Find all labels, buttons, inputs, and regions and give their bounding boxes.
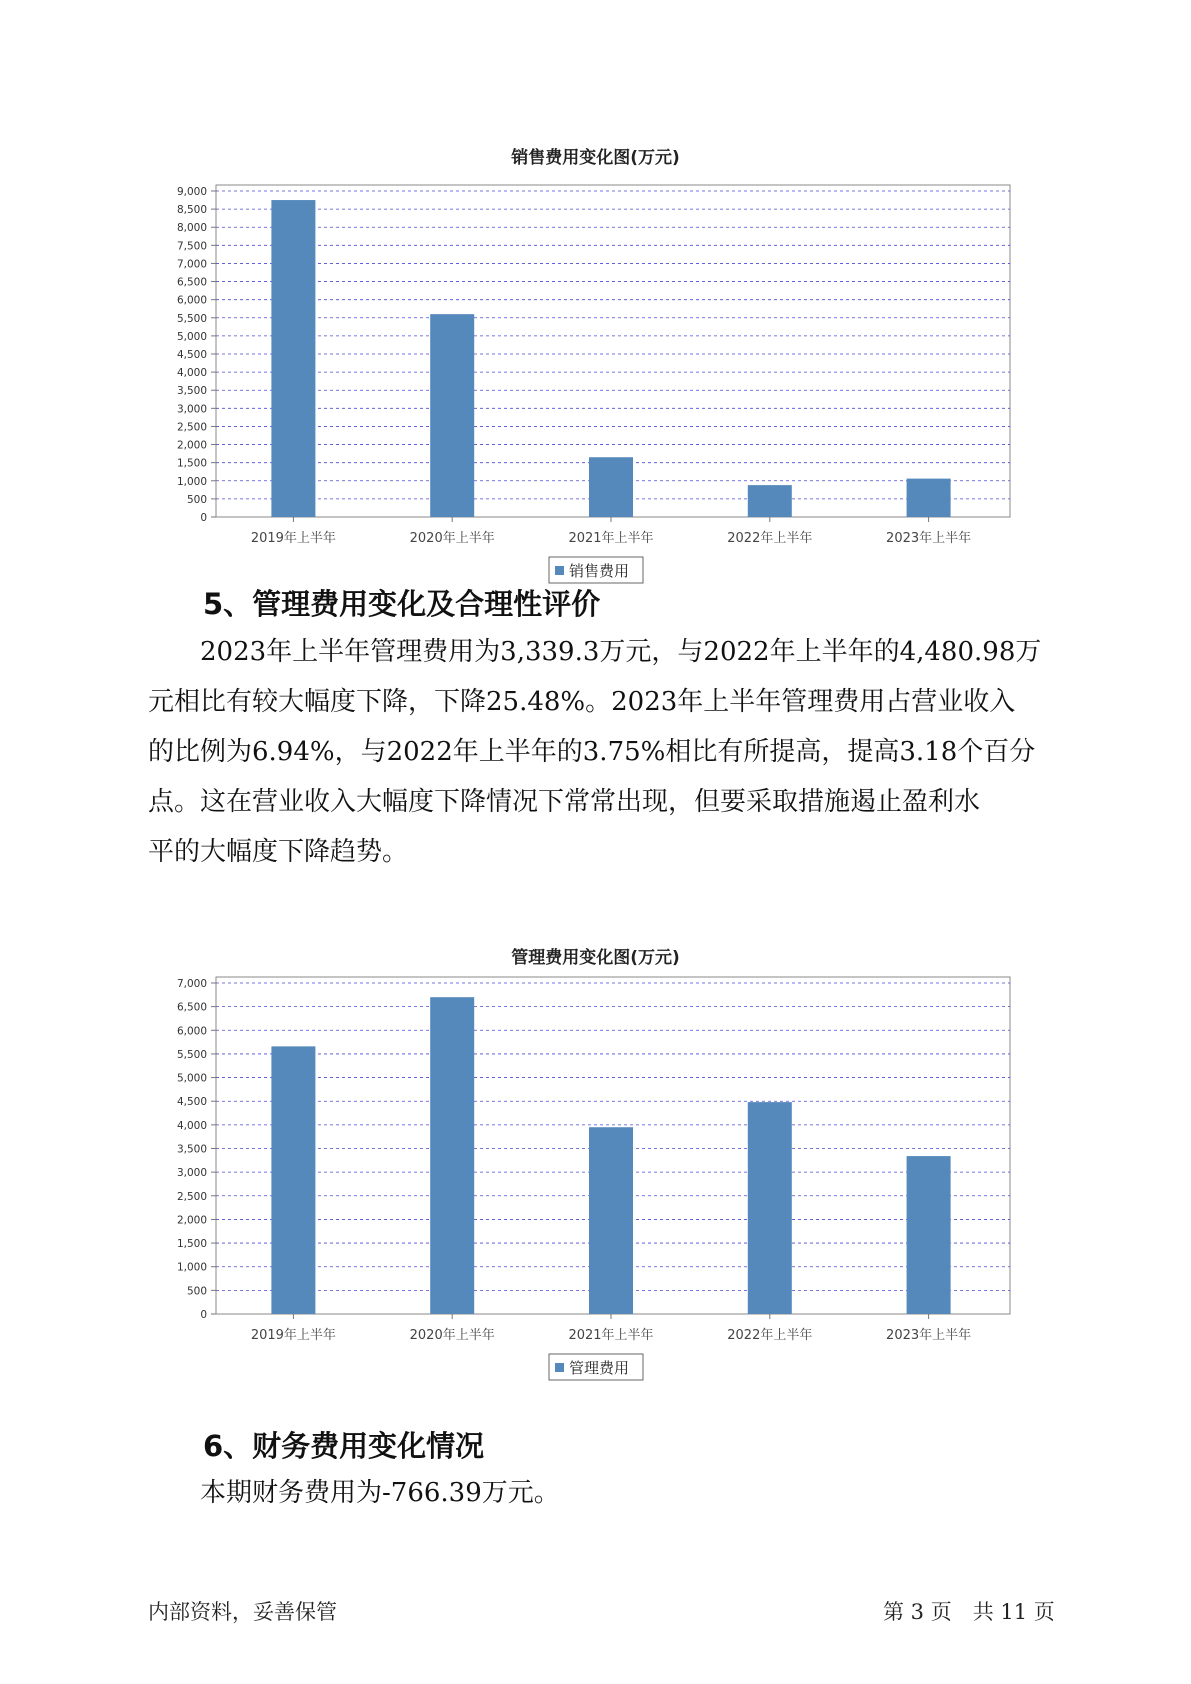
footer-page-number: 第 3 页 共 11 页 [883,1600,1055,1624]
bar [589,457,633,517]
y-tick-label: 0 [200,1309,207,1321]
bar [907,479,951,517]
para-line [148,627,1053,677]
y-tick-label: 4,000 [176,1119,207,1132]
x-tick-label: 2021年上半年 [568,1328,654,1343]
x-tick-label: 2021年上半年 [568,531,654,546]
y-tick-label: 2,500 [176,421,207,434]
bar [907,1156,951,1314]
y-tick-label: 7,000 [176,978,207,990]
y-tick-label: 3,000 [176,1167,207,1180]
bar [271,200,315,517]
para-line: 平的大幅度下降趋势。 [148,837,409,867]
y-tick-label: 1,500 [176,1238,207,1251]
y-tick-label: 4,000 [176,367,207,380]
y-tick-label: 5,500 [176,1048,207,1061]
y-tick-label: 9,000 [176,186,207,198]
y-tick-label: 500 [186,1285,207,1298]
y-tick-label: 7,000 [176,258,207,271]
para-line: 的比例为6.94%，与2022年上半年的3.75%相比有所提高，提高3.18个百分 [148,737,1036,767]
bar [589,1127,633,1314]
chart2-title: 管理费用变化图(万元) [511,948,680,968]
y-tick-label: 3,500 [176,1143,207,1156]
y-tick-label: 3,000 [176,403,207,416]
y-tick-label: 6,000 [176,1025,207,1038]
x-tick-label: 2019年上半年 [250,531,336,546]
y-tick-label: 2,500 [176,1190,207,1203]
y-tick-label: 5,000 [176,330,207,343]
legend-swatch [555,566,564,575]
y-tick-label: 500 [186,493,207,506]
footer-left: 内部资料，妥善保管 [148,1600,337,1624]
x-tick-label: 2023年上半年 [886,1328,972,1343]
y-tick-label: 1,500 [176,457,207,470]
section6-text: 本期财务费用为-766.39万元。 [200,1478,560,1508]
x-tick-label: 2020年上半年 [409,531,495,546]
chart2-admin-expense [0,960,1191,1380]
legend-label: 销售费用 [569,562,630,580]
x-tick-label: 2022年上半年 [727,1328,813,1343]
y-tick-label: 6,500 [176,1001,207,1014]
y-tick-label: 2,000 [176,439,207,452]
bar [748,485,792,517]
y-tick-label: 1,000 [176,1261,207,1274]
chart1-sales-expense [0,160,1191,580]
y-tick-label: 5,500 [176,312,207,325]
bar [430,997,474,1314]
y-tick-label: 0 [200,512,207,524]
y-tick-label: 4,500 [176,349,207,361]
y-tick-label: 6,500 [176,276,207,289]
para-line: 点。这在营业收入大幅度下降情况下常常出现，但要采取措施遏止盈利水 [148,787,981,817]
y-tick-label: 8,000 [176,222,207,235]
bar [748,1102,792,1314]
y-tick-label: 6,000 [176,294,207,307]
section5-paragraph [148,627,1053,877]
legend-swatch [555,1363,564,1372]
y-tick-label: 1,000 [176,475,207,488]
bar [430,314,474,517]
y-tick-label: 3,500 [176,385,207,398]
y-tick-label: 4,500 [176,1096,207,1109]
x-tick-label: 2020年上半年 [409,1328,495,1343]
y-tick-label: 5,000 [176,1072,207,1085]
y-tick-label: 2,000 [176,1214,207,1227]
legend-label: 管理费用 [569,1359,630,1377]
x-tick-label: 2022年上半年 [727,531,813,546]
para-line-text: 2023年上半年管理费用为3,339.3万元，与2022年上半年的4,480.98万 [200,637,1042,667]
y-tick-label: 7,500 [176,240,207,253]
para-line: 元相比有较大幅度下降，下降25.48%。2023年上半年管理费用占营业收入 [148,687,1016,717]
section5-heading: 5、管理费用变化及合理性评价 [203,587,601,621]
chart1-title: 销售费用变化图(万元) [511,148,680,168]
x-tick-label: 2023年上半年 [886,531,972,546]
section6-paragraph [148,1468,1053,1518]
section6-heading: 6、财务费用变化情况 [203,1429,485,1463]
bar [271,1046,315,1314]
y-tick-label: 8,500 [176,204,207,217]
x-tick-label: 2019年上半年 [250,1328,336,1343]
